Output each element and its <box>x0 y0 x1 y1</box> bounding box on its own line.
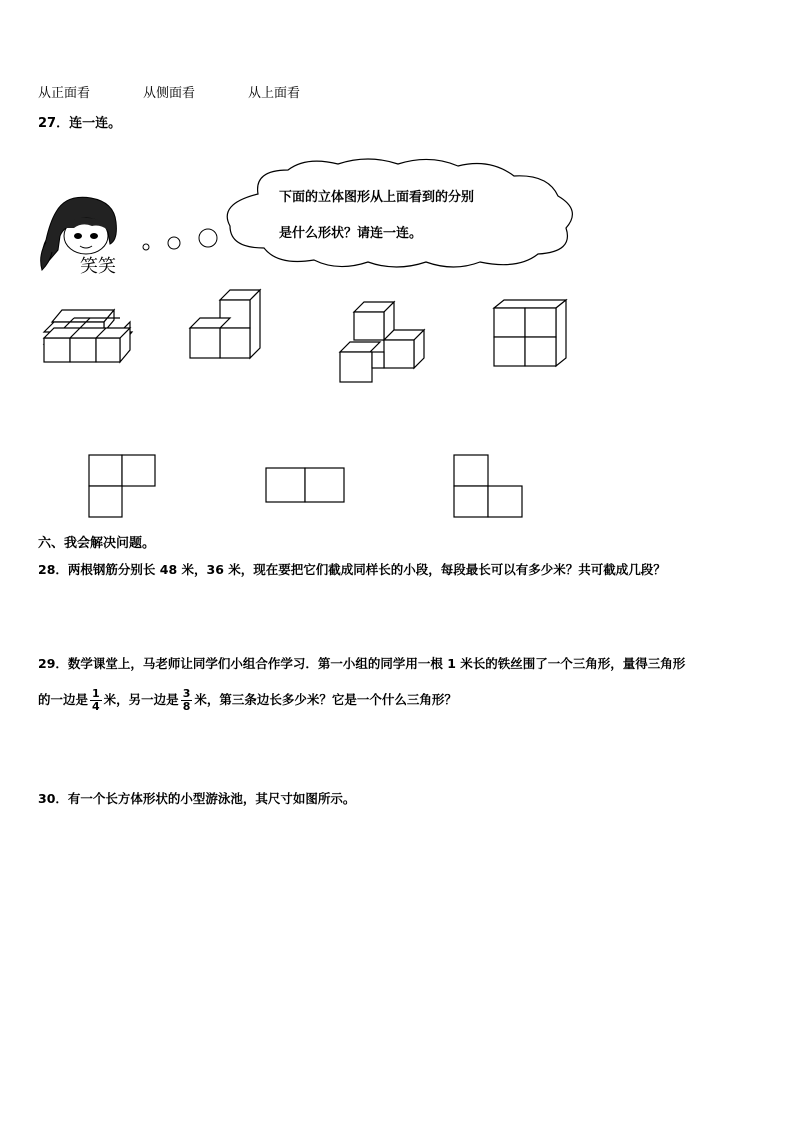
fraction-one-quarter <box>90 688 102 713</box>
top-view-shape-1 <box>88 454 158 520</box>
solid-figure-3 <box>338 300 430 386</box>
fraction-three-eighths <box>181 688 193 713</box>
q29-line-2 <box>38 686 457 714</box>
fraction-1-denominator: 4 <box>92 700 100 713</box>
solid-figure-1 <box>42 308 132 366</box>
speech-line-2: 是什么形状？请连一连。 <box>279 226 423 241</box>
q29-line-2-b: 米，另一边是 <box>103 692 179 707</box>
fraction-1-numerator: 1 <box>92 687 100 700</box>
fraction-2-numerator: 3 <box>182 687 191 700</box>
speech-line-1: 下面的立体图形从上面看到的分别 <box>279 190 475 205</box>
top-view-shape-2 <box>265 467 347 505</box>
q29-line-2-c: 米，第三条边长多少米？它是一个什么三角形？ <box>194 692 457 707</box>
thought-bubbles <box>140 226 220 252</box>
q29-line-1: 29．数学课堂上，马老师让同学们小组合作学习．第一小组的同学用一根 1 米长的铁丝围了一个三角形，量得三角形 <box>38 656 686 671</box>
q28-text: 28．两根钢筋分别长 48 米，36 米，现在要把它们截成同样长的小段，每段最长可以有多少米？共可截成几段？ <box>38 562 666 577</box>
q29-line-2-a: 的一边是 <box>38 692 89 707</box>
view-label-side: 从侧面看 <box>143 86 196 101</box>
top-view-shape-3 <box>453 454 525 520</box>
fraction-2-denominator: 8 <box>182 700 191 713</box>
section-6-title: 六、我会解决问题。 <box>38 536 156 551</box>
q30-text: 30．有一个长方体形状的小型游泳池，其尺寸如图所示。 <box>38 791 356 806</box>
q27-title: 27．连一连。 <box>38 116 122 131</box>
solid-figure-2 <box>188 290 266 364</box>
character-name: 笑笑 <box>80 256 116 277</box>
speech-cloud <box>218 156 582 270</box>
view-label-top: 从上面看 <box>248 86 301 101</box>
solid-figure-4 <box>492 298 568 370</box>
view-label-front: 从正面看 <box>38 86 91 101</box>
